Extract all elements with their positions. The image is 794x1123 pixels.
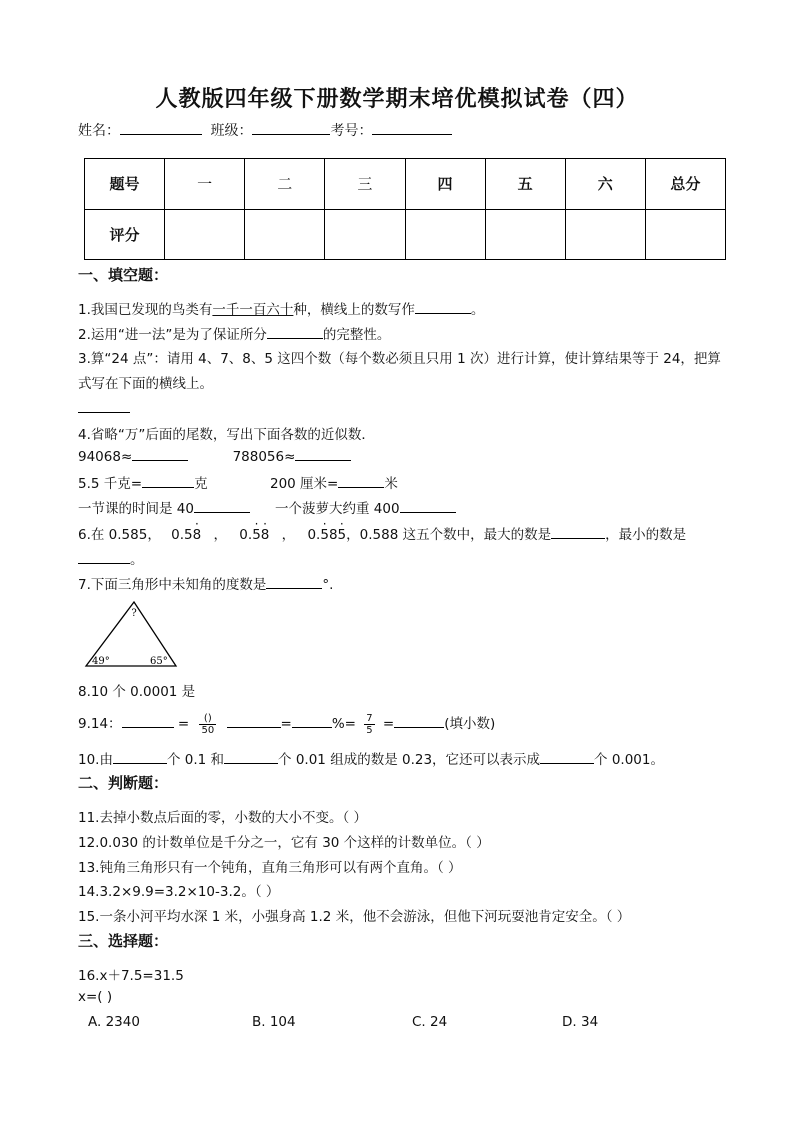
q10-text-3: 个 0.01 组成的数是 0.23，它还可以表示成: [278, 752, 541, 768]
q5-item-b: 200 厘米=: [270, 476, 339, 492]
q4-item-b: 788056≈: [232, 449, 296, 465]
q6-number-3: [239, 527, 269, 543]
q9-fraction-1: [199, 713, 216, 736]
q6-n3-repeat-1: 5 ·: [252, 527, 261, 543]
option-b[interactable]: B. 104: [252, 1014, 296, 1030]
q4-blank-a[interactable]: [132, 448, 188, 461]
question-5-row-1b: [270, 472, 398, 492]
section-true-false: 二、判断题：: [78, 774, 169, 792]
q6-n4-part: 0.: [307, 527, 321, 543]
class-blank[interactable]: [252, 122, 330, 135]
question-2: [78, 323, 390, 343]
question-10: [78, 748, 664, 768]
header-cell: 三: [325, 159, 405, 210]
question-16-line-2: x=( ): [78, 989, 113, 1005]
question-3-line-1: 3.算“24 点”：请用 4、7、8、5 这四个数（每个数必须且只用 1 次）进行计算，使计算结果等于 24，把算: [78, 351, 721, 367]
q1-text-2: 种，横线上的数写作: [293, 302, 415, 318]
q6-n4-repeat-1: 5 ·: [320, 527, 329, 543]
student-info: [78, 120, 452, 140]
q6-n2-part: 0.5: [171, 527, 193, 543]
q6-number-4: [307, 527, 346, 543]
question-1: [78, 298, 484, 318]
header-cell: 四: [405, 159, 485, 210]
header-cell: 题号: [85, 159, 165, 210]
q1-blank[interactable]: [415, 301, 471, 314]
header-cell: 一: [165, 159, 245, 210]
score-cell[interactable]: [325, 209, 405, 260]
q9-blank-1[interactable]: [122, 715, 174, 728]
q6-text-2: ，0.588 这五个数中，最大的数是: [346, 527, 552, 543]
q6-n3-repeat-2: 8 ·: [261, 527, 270, 543]
q7-blank[interactable]: [266, 576, 322, 589]
header-cell: 二: [245, 159, 325, 210]
option-a[interactable]: A. 2340: [88, 1014, 140, 1030]
q5-item-a: 5.5 千克=: [78, 476, 143, 492]
row-label: 评分: [85, 209, 165, 260]
q1-text: 1.我国已发现的鸟类有: [78, 302, 213, 318]
q9-frac1-den: 50: [201, 724, 215, 736]
q9-frac2-num: 7: [366, 712, 373, 724]
q1-underlined: 一千一百六十: [212, 302, 294, 318]
name-label: 姓名：: [78, 123, 120, 139]
q9-fraction-2: [364, 713, 374, 736]
question-6: [78, 523, 686, 543]
score-cell[interactable]: [165, 209, 245, 260]
score-table: [84, 158, 726, 260]
score-cell[interactable]: [565, 209, 645, 260]
q6-number-2: [171, 527, 201, 543]
q10-text-2: 个 0.1 和: [166, 752, 225, 768]
q7-end: °.: [322, 577, 334, 593]
q9-eq3: =: [382, 716, 395, 732]
q5-blank-a[interactable]: [142, 475, 194, 488]
question-4-items: [78, 448, 351, 465]
question-13: 13.钝角三角形只有一个钝角，直角三角形可以有两个直角。（ ）: [78, 860, 462, 876]
q10-text: 10.由: [78, 752, 113, 768]
question-16-line-1: 16.x＋7.5=31.5: [78, 968, 184, 984]
name-blank[interactable]: [120, 122, 202, 135]
question-5-row-2: [78, 497, 250, 517]
option-d[interactable]: D. 34: [562, 1014, 599, 1030]
question-6-cont: [78, 548, 144, 568]
q3-answer-line[interactable]: [78, 398, 130, 417]
angle-top-label: ?: [131, 608, 137, 619]
q10-text-4: 个 0.001。: [594, 752, 664, 768]
triangle-figure: [82, 598, 182, 670]
q4-item-a: 94068≈: [78, 449, 133, 465]
section-fill-blank: 一、填空题：: [78, 266, 169, 284]
q6-n3-part: 0.: [239, 527, 253, 543]
q10-blank-1[interactable]: [113, 751, 167, 764]
q5-item-c: 一节课的时间是 40: [78, 501, 194, 517]
q9-frac2-den: 5: [366, 724, 373, 736]
section-multiple-choice: 三、选择题：: [78, 932, 169, 950]
q10-blank-2[interactable]: [224, 751, 278, 764]
q6-blank-max[interactable]: [551, 526, 605, 539]
q5-unit-a: 克: [194, 476, 208, 492]
score-row: [85, 209, 726, 260]
question-8: 8.10 个 0.0001 是: [78, 684, 196, 700]
option-c[interactable]: C. 24: [412, 1014, 448, 1030]
question-14: 14.3.2×9.9=3.2×10-3.2。（ ）: [78, 884, 280, 900]
q6-n4-repeat-2: 5 ·: [338, 527, 347, 543]
question-11: 11.去掉小数点后面的零，小数的大小不变。（ ）: [78, 810, 368, 826]
class-label: 班级：: [210, 123, 253, 139]
q7-text: 7.下面三角形中未知角的度数是: [78, 577, 267, 593]
q1-end: 。: [470, 302, 485, 318]
q5-blank-b[interactable]: [338, 475, 384, 488]
q6-blank-min[interactable]: [78, 551, 130, 564]
header-cell: 总分: [645, 159, 725, 210]
angle-right-label: 65°: [150, 656, 168, 667]
question-5-row-2b: [275, 497, 456, 517]
q4-blank-b[interactable]: [295, 448, 351, 461]
exam-label: 考号：: [330, 123, 373, 139]
header-cell: 六: [565, 159, 645, 210]
question-3-line-2: 式写在下面的横线上。: [78, 376, 213, 392]
q9-blank-2[interactable]: [227, 715, 281, 728]
q6-n2-repeat: 8 ·: [193, 527, 202, 543]
page-title: 人教版四年级下册数学期末培优模拟试卷（四）: [155, 87, 639, 112]
question-15: 15.一条小河平均水深 1 米，小强身高 1.2 米，他不会游泳，但他下河玩耍池肯定安全。（ ）: [78, 909, 631, 925]
q2-text: 2.运用“进一法”是为了保证所分: [78, 327, 267, 343]
score-cell[interactable]: [245, 209, 325, 260]
question-9: [78, 712, 495, 736]
q5-blank-c[interactable]: [194, 500, 250, 513]
q9-eq2: =: [280, 716, 292, 732]
q6-text-3: ，最小的数是: [605, 527, 687, 543]
q9-eq: =: [177, 716, 190, 732]
header-cell: 五: [485, 159, 565, 210]
question-7: [78, 573, 333, 593]
q10-blank-3[interactable]: [540, 751, 594, 764]
score-cell[interactable]: [645, 209, 725, 260]
question-4: 4.省略“万”后面的尾数，写出下面各数的近似数．: [78, 427, 375, 443]
score-cell[interactable]: [485, 209, 565, 260]
q5-unit-b: 米: [384, 476, 398, 492]
q6-end: 。: [130, 552, 144, 568]
q2-blank[interactable]: [267, 326, 323, 339]
question-5-row-1: [78, 472, 208, 492]
q9-note: (填小数): [444, 716, 496, 732]
score-header-row: [85, 159, 726, 210]
q6-sep: ，: [281, 527, 296, 543]
q6-n4-part-2: 8: [328, 527, 338, 543]
exam-blank[interactable]: [372, 122, 452, 135]
q5-blank-d[interactable]: [400, 500, 456, 513]
q9-percent: %=: [331, 716, 356, 732]
q2-text-2: 的完整性。: [322, 327, 391, 343]
q9-blank-4[interactable]: [394, 715, 444, 728]
q6-sep: ，: [213, 527, 227, 543]
q9-frac1-num: (): [199, 713, 216, 725]
question-12: 12.0.030 的计数单位是千分之一，它有 30 个这样的计数单位。（ ）: [78, 835, 490, 851]
q6-text: 6.在 0.585，: [78, 527, 161, 543]
q5-item-d: 一个菠萝大约重 400: [275, 501, 400, 517]
angle-left-label: 49°: [92, 656, 110, 667]
q9-blank-3[interactable]: [292, 715, 332, 728]
score-cell[interactable]: [405, 209, 485, 260]
q9-text: 9.14：: [78, 716, 122, 732]
